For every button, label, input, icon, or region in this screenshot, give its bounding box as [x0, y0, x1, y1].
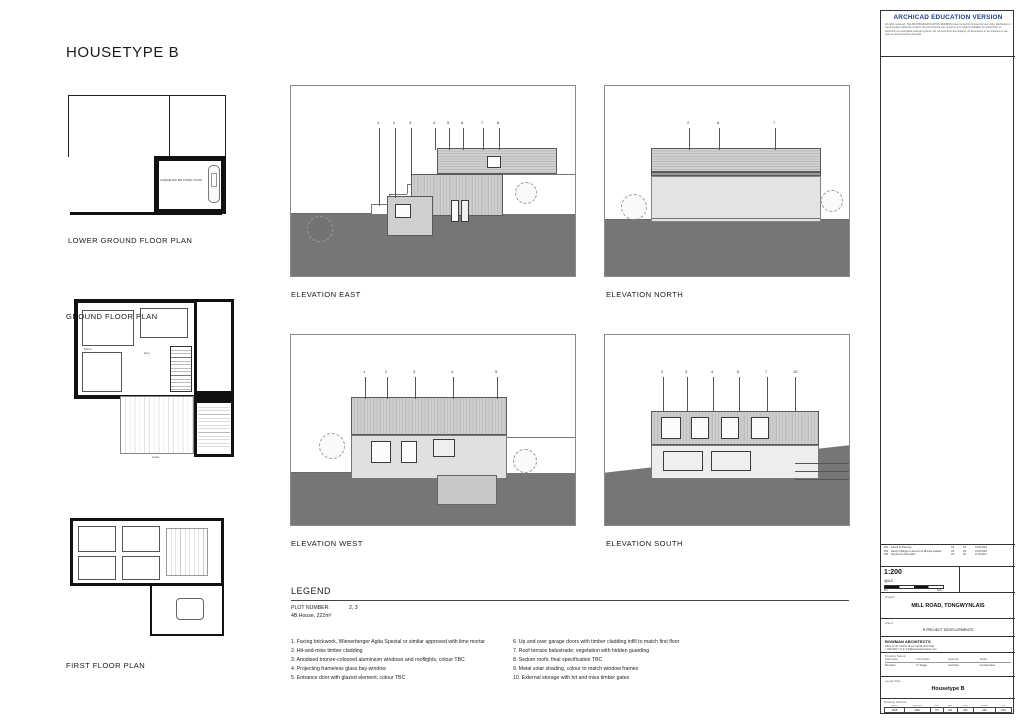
ground-fill — [605, 491, 849, 525]
rev-by: AS — [951, 553, 955, 557]
rev-date: 04.05.2021 — [975, 549, 987, 553]
annotation-leader: 9 — [497, 377, 498, 399]
status-approval[interactable]: Approval — [948, 658, 980, 663]
legend-item: 2. Hit-and-miss timber cladding — [291, 648, 363, 655]
status-preliminary[interactable]: Preliminary — [885, 658, 917, 663]
layout-title-block — [881, 677, 1015, 699]
education-body: All rights reserved. This ARCHICAD EDUCATION VERSION does not permit commercial use, copy, distribution or commercially exploit the content. Non-commercial use concerns: it is made fit available for school form of electronic non-compliant retrieval systems. Do not scan from this drawing. All dimensions to be checked on site prior to commencement of works. — [885, 23, 1011, 37]
status-information[interactable]: Information — [917, 658, 949, 663]
room-label: kitchen — [84, 348, 92, 351]
caption-first-floor: FIRST FLOOR PLAN — [66, 661, 146, 670]
dn-h-series: series — [962, 704, 969, 707]
dn-level: XX — [930, 708, 943, 713]
elevation-west — [290, 334, 576, 526]
practice-contact: t: 029 2034 7 44 E: info@bowmanarchitects.com — [885, 648, 937, 651]
education-banner: ARCHICAD EDUCATION VERSION — [893, 14, 1003, 21]
status-tender[interactable]: Tender — [980, 658, 1012, 663]
drawing-number-label: Drawing Number: — [884, 700, 908, 704]
revision-table — [881, 545, 1015, 567]
wall-solid — [194, 391, 234, 403]
ground-fill — [291, 473, 575, 525]
window — [433, 439, 455, 457]
caption-elevation-north: ELEVATION NORTH — [606, 290, 684, 299]
terrace-hatch — [120, 396, 194, 454]
annotation-leader: 7 — [483, 128, 484, 150]
plot-number-value: 2, 3 — [349, 605, 358, 611]
practice-block — [881, 637, 1015, 653]
dn-series: 200 — [957, 708, 974, 713]
window — [721, 417, 739, 439]
paving-hatch — [198, 404, 230, 448]
car-symbol — [208, 165, 220, 203]
rev-note: Revised for information — [891, 553, 916, 557]
rev-date: 10.05.2021 — [975, 546, 987, 549]
client-value: R PROJECT DEVELOPMENTS — [922, 628, 974, 632]
room-dining — [82, 352, 122, 392]
window — [751, 417, 769, 439]
annotation-leader: 2 — [387, 377, 388, 399]
dn-h-originator: originator — [912, 704, 922, 707]
tree-symbol — [821, 190, 843, 212]
legend-title: LEGEND — [291, 586, 332, 596]
drawing-status-label: Drawing Status: — [885, 654, 907, 658]
drawing-number-table — [884, 704, 1012, 713]
status-row-2 — [885, 663, 1011, 667]
elevation-south — [604, 334, 850, 526]
plan-first-floor — [66, 518, 238, 646]
stair-symbol — [170, 346, 192, 392]
rev-by: AS — [951, 549, 955, 553]
caption-ground-floor: GROUND FLOOR PLAN — [66, 312, 158, 321]
window — [395, 204, 411, 218]
annotation-leader: 3 — [415, 377, 416, 399]
annotation-leader: 4 — [453, 377, 454, 399]
terrace-line — [795, 471, 849, 472]
scale-bar-max: 10m — [937, 589, 943, 592]
window — [661, 417, 681, 439]
rev-chk: DV — [963, 549, 967, 553]
annotation-leader: 4 — [435, 128, 436, 150]
dn-type: DR — [943, 708, 957, 713]
annotation-leader: 1 — [379, 128, 380, 206]
terrace-line — [795, 479, 849, 480]
annotation-leader: 6 — [719, 128, 720, 150]
project-label: Project: — [885, 595, 896, 599]
annotation-leader: 1 — [365, 377, 366, 399]
ground-fill — [291, 214, 575, 276]
elevation-north — [604, 85, 850, 277]
window — [487, 156, 501, 168]
rev-code: P03 — [884, 553, 889, 557]
furniture-symbol — [176, 598, 204, 620]
base-line — [651, 218, 821, 219]
legend-item: 10. External storage with hit and miss timber gates — [513, 675, 630, 682]
project-value: MILL ROAD, TONGWYNLAIS — [911, 603, 985, 609]
annotation-leader: 6 — [463, 128, 464, 150]
dn-number: 052 — [974, 708, 995, 713]
legend-item: 4. Projecting frameless glass bay window — [291, 666, 386, 673]
annotation-leader: 2 — [689, 128, 690, 150]
garage-note: GARAGE AND BIN STORE / PLANT — [160, 179, 203, 182]
rev-note: Design Changes to account of Mid-rise updates — [891, 549, 942, 553]
dn-h-rev: rev — [1001, 704, 1005, 707]
scale-value: 1:200 — [884, 569, 902, 576]
annotation-leader: 3 — [687, 377, 688, 411]
caption-elevation-south: ELEVATION SOUTH — [606, 539, 683, 548]
dn-h-level: level — [934, 704, 940, 707]
drawing-number-values — [885, 708, 1012, 713]
legend-item: 1. Facing brickwork, Wienerberger Agita Spezial or similar approved with lime mortar — [291, 639, 486, 645]
drawing-status-block — [881, 653, 1015, 677]
building-lower-volume — [651, 176, 821, 222]
building-garage-volume — [437, 475, 497, 505]
dn-h-project: project — [890, 704, 898, 707]
rev-note: Issued for Planning — [891, 546, 912, 549]
window — [691, 417, 709, 439]
plan-ground-floor — [66, 296, 240, 472]
room-bedroom — [78, 556, 116, 580]
house-area: 4B House, 222m² — [291, 613, 332, 620]
tree-symbol — [307, 216, 333, 242]
legend-items-left — [291, 638, 541, 683]
practice-name: BOWMAN ARCHITECTS — [885, 639, 931, 644]
room-label: terrace — [152, 456, 160, 459]
room-bedroom — [78, 526, 116, 552]
annotation-leader: 7 — [775, 128, 776, 150]
rev-code: P02 — [884, 549, 889, 553]
window — [371, 441, 391, 463]
room-bathroom — [122, 556, 160, 580]
project-block — [881, 593, 1015, 619]
practice-address: Office 02 4/7 Charles Street Cardiff CF10 2GE — [885, 645, 935, 648]
legend-items-right — [513, 638, 773, 683]
building-upper-volume — [351, 397, 507, 435]
rev-date: 11.05.2021 — [975, 553, 987, 557]
annotation-leader: 5 — [739, 377, 740, 411]
elevation-east — [290, 85, 576, 277]
dn-h-number: number — [980, 704, 989, 707]
legend-item: 7. Roof terrace balustrade; vegetation with hidden guarding — [513, 648, 650, 655]
revision-row — [884, 553, 1012, 557]
building-upper-volume — [651, 148, 821, 172]
window — [451, 200, 459, 222]
annotation-leader: 10 — [795, 377, 796, 411]
legend-item: 6. Up and over garage doors with timber cladding infill to match first floor — [513, 639, 680, 645]
status-contract[interactable]: Contract — [948, 662, 959, 667]
legend-item: 5. Entrance door with glazed element, colour TBC — [291, 675, 406, 682]
terrain-step — [495, 437, 576, 451]
tree-symbol — [515, 182, 537, 204]
scale-bar — [884, 585, 944, 589]
annotation-leader: 7 — [767, 377, 768, 411]
scale-divider — [959, 567, 960, 592]
terrace-line — [795, 463, 849, 464]
window — [461, 200, 469, 222]
dn-project: 1008 — [885, 708, 905, 713]
rev-by: AS — [951, 546, 955, 549]
page-title: HOUSETYPE B — [66, 44, 180, 61]
layout-title-label: Layout Title: — [885, 679, 902, 683]
dn-originator: GBA — [904, 708, 930, 713]
tree-symbol — [621, 194, 647, 220]
client-label: Client: — [885, 621, 894, 625]
annotation-leader: 2 — [395, 128, 396, 198]
room-bedroom — [122, 526, 160, 552]
title-block-blank-area — [881, 57, 1015, 545]
education-notice — [881, 11, 1015, 57]
glass-bay-window — [663, 451, 703, 471]
scale-paper-size: @A2 — [884, 578, 893, 583]
status-revision[interactable]: Revision — [885, 662, 896, 667]
legend-item: 3. Anodised bronze-coloured aluminium windows and rooflights, colour TBC — [291, 657, 465, 664]
annotation-leader: 8 — [499, 128, 500, 150]
caption-lower-ground: LOWER GROUND FLOOR PLAN — [68, 236, 193, 245]
status-construction[interactable]: Construction — [979, 662, 996, 667]
annotation-leader: 4 — [713, 377, 714, 411]
annotation-leader: 2 — [663, 377, 664, 411]
caption-elevation-east: ELEVATION EAST — [291, 290, 361, 299]
scale-block — [881, 567, 1015, 593]
rev-chk: DV — [963, 546, 967, 549]
rev-code: P01 — [884, 546, 889, 549]
tree-symbol — [513, 449, 537, 473]
client-block — [881, 619, 1015, 637]
drawing-number-block — [881, 699, 1015, 724]
ground-fill — [605, 220, 849, 276]
dn-rev: P03 — [995, 708, 1011, 713]
plot-number-label: PLOT NUMBER: — [291, 605, 330, 611]
legend-item: 8. Sedum roofs; final specification TBC — [513, 657, 603, 664]
legend-divider — [291, 600, 849, 601]
status-stage[interactable]: P. Stage — [916, 662, 927, 667]
plan-base-wall — [70, 212, 222, 215]
plan-outline-inner — [68, 95, 170, 157]
annotation-leader: 5 — [449, 128, 450, 150]
plan-lower-ground — [68, 95, 226, 217]
dn-h-type: type — [948, 704, 953, 707]
tree-symbol — [319, 433, 345, 459]
rev-chk: DV — [963, 553, 967, 557]
roof-hatch — [166, 528, 208, 576]
room-label: living — [144, 352, 150, 355]
glass-bay-window — [711, 451, 751, 471]
legend-meta — [291, 604, 358, 620]
ground-line — [291, 213, 371, 214]
caption-elevation-west: ELEVATION WEST — [291, 539, 363, 548]
layout-title-value: Housetype B — [931, 686, 965, 692]
annotation-leader: 3 — [411, 128, 412, 176]
scale-bar-min: 0m — [884, 589, 888, 592]
title-block — [880, 10, 1014, 714]
window — [401, 441, 417, 463]
legend-item: 9. Metal solar shading, colour to match window frames — [513, 666, 639, 673]
